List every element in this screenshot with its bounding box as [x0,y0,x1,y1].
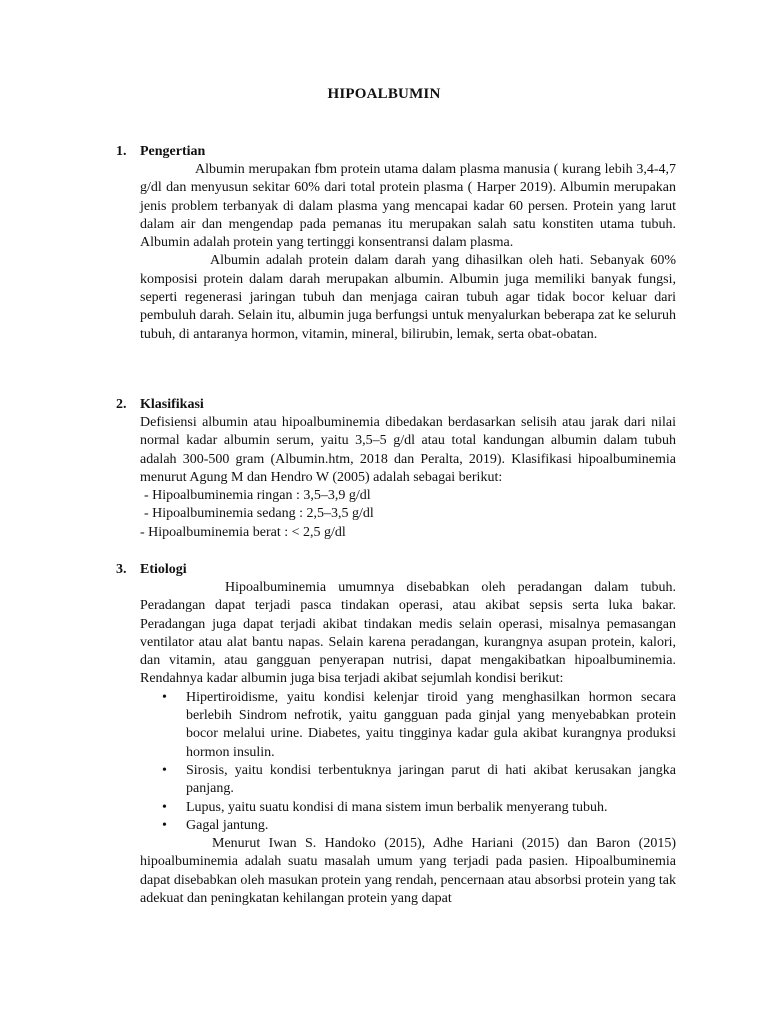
paragraph: Albumin adalah protein dalam darah yang dihasilkan oleh hati. Sebanyak 60% komposisi protein dalam darah merupakan albumin. Albumin juga memiliki banyak fungsi, seperti regenerasi jaringan tubuh dan menjaga cairan tubuh agar tidak bocor keluar dari pembuluh darah. Selain itu, albumin juga berfungsi untuk menyalurkan beberapa zat ke seluruh tubuh, di antaranya hormon, vitamin, mineral, bilirubin, lemak, serta obat-obatan. [140,253,676,342]
paragraph: Hipoalbuminemia umumnya disebabkan oleh peradangan dalam tubuh. Peradangan dapat terjadi pasca tindakan operasi, atau akibat sepsis serta luka bakar. Peradangan juga dapat terjadi akibat tindakan medis selain operasi, misalnya pemasangan ventilator atau alat bantu napas. Selain karena peradangan, kurangnya asupan protein, kalori, dan vitamin, atau gangguan penyerapan nutrisi, dapat mengakibatkan hipoalbuminemia. Rendahnya kadar albumin juga bisa terjadi akibat sejumlah kondisi berikut: [140,580,676,687]
list-item [140,817,676,835]
list-item [140,799,676,817]
bullet-icon: • [162,762,167,778]
classification-item: - Hipoalbuminemia ringan : 3,5–3,9 g/dl [144,488,371,504]
section-number: 2. [116,397,127,412]
section-number: 1. [116,144,127,159]
list-item [140,762,676,799]
section-title: Etiologi [140,562,187,577]
list-item [140,689,676,762]
section-title: Pengertian [140,144,206,159]
classification-item: - Hipoalbuminemia berat : < 2,5 g/dl [140,524,346,540]
section-pengertian [116,143,676,344]
paragraph: Defisiensi albumin atau hipoalbuminemia dibedakan berdasarkan selisih atau jarak dari nilai normal kadar albumin serum, yaitu 3,5–5 g/dl atau total kandungan albumin dalam tubuh adalah 300-500 gram (Albumin.htm, 2018 dan Peralta, 2019). Klasifikasi hipoalbuminemia menurut Agung M dan Hendro W (2005) adalah sebagai berikut: [140,415,676,485]
section-heading [116,561,676,579]
section-heading [116,396,676,414]
list-item-text: Lupus, yaitu suatu kondisi di mana sistem imun berbalik menyerang tubuh. [186,799,608,815]
paragraph: Menurut Iwan S. Handoko (2015), Adhe Hariani (2015) dan Baron (2015) hipoalbuminemia adalah suatu masalah umum yang terjadi pada pasien. Hipoalbuminemia dapat disebabkan oleh masukan protein yang rendah, pencernaan atau absorbsi protein yang tak adekuat dan peningkatan kehilangan protein yang dapat [140,836,676,907]
page-title: HIPOALBUMIN [327,86,441,102]
bullet-icon: • [162,689,167,705]
section-body [140,414,676,542]
section-klasifikasi [116,396,676,542]
condition-list [140,689,676,835]
section-heading [116,143,676,161]
list-item-text: Hipertiroidisme, yaitu kondisi kelenjar tiroid yang menghasilkan hormon secara berlebih Sindrom nefrotik, yaitu gangguan pada ginjal yang menyebabkan protein bocor melalui urine. Diabetes, yaitu tingginya kadar gula akibat kurangnya produksi hormon insulin. [186,689,676,760]
list-item-text: Sirosis, yaitu kondisi terbentuknya jaringan parut di hati akibat kerusakan jangka panjang. [186,762,676,797]
list-item-text: Gagal jantung. [186,817,269,833]
section-title: Klasifikasi [140,397,204,412]
section-etiologi [116,561,676,908]
bullet-icon: • [162,817,167,833]
bullet-icon: • [162,799,167,815]
section-number: 3. [116,562,127,577]
section-body [140,579,676,908]
paragraph: Albumin merupakan fbm protein utama dalam plasma manusia ( kurang lebih 3,4-4,7 g/dl dan menyusun sekitar 60% dari total protein plasma ( Harper 2019). Albumin merupakan jenis problem terbanyak di dalam plasma yang mencapai kadar 60 persen. Protein yang larut dalam air dan mengendap pada pemanas itu merupakan salah satu konstiten utama tubuh. Albumin adalah protein yang tertinggi konsentransi dalam plasma. [140,162,676,251]
section-body [140,161,676,344]
classification-item: - Hipoalbuminemia sedang : 2,5–3,5 g/dl [144,506,374,522]
